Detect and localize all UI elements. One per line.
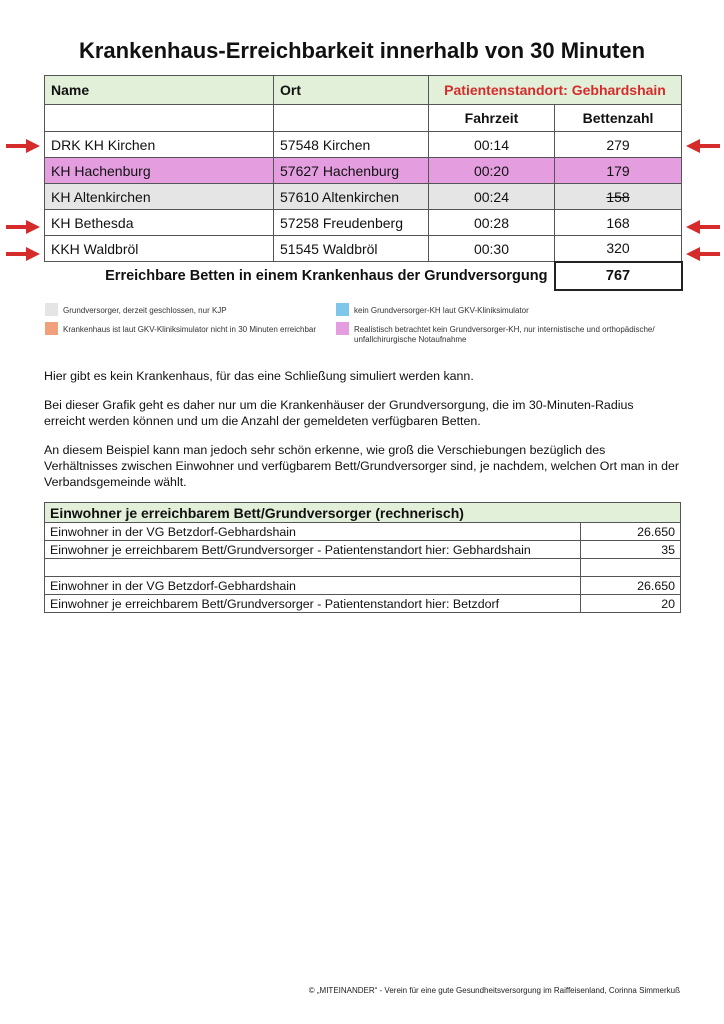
table-header-row <box>45 76 682 105</box>
table-row <box>45 210 682 236</box>
row-value: 26.650 <box>581 523 681 541</box>
inhabitants-header-row <box>45 503 681 523</box>
hospital-name: KH Bethesda <box>45 210 274 236</box>
hospital-name: DRK KH Kirchen <box>45 132 274 158</box>
hospital-betten-struck: 158 <box>606 188 630 205</box>
row-value: 20 <box>581 595 681 613</box>
inhabitants-table <box>44 502 681 613</box>
legend-grey: Grundversorger, derzeit geschlossen, nur KJP <box>63 306 227 315</box>
table-row-empty <box>45 559 681 577</box>
hospital-ort: 57627 Hachenburg <box>274 158 429 184</box>
legend-pink: Realistisch betrachtet kein Grundversorger-KH, nur internistische und orthopädische/ unfallchirurgische Notaufnahme <box>354 325 655 344</box>
row-value: 35 <box>581 541 681 559</box>
legend-orange: Krankenhaus ist laut GKV-Kliniksimulator nicht in 30 Minuten erreichbar <box>63 325 317 334</box>
col-header-fahrzeit: Fahrzeit <box>429 105 555 132</box>
table-row <box>45 523 681 541</box>
table-row <box>45 541 681 559</box>
hospital-fahrzeit: 00:24 <box>429 184 555 210</box>
legend-blue: kein Grundversorger-KH laut GKV-Kliniksimulator <box>354 306 529 315</box>
hospital-betten: 320 <box>555 236 682 262</box>
total-label: Erreichbare Betten in einem Krankenhaus der Grundversorgung <box>105 267 548 284</box>
legend-swatch-orange <box>45 322 58 335</box>
legend-swatch-pink <box>336 322 349 335</box>
footer-copyright: © „MITEINANDER“ - Verein für eine gute Gesundheitsversorgung im Raiffeisenland, Corinna Simmerkuß <box>308 986 680 995</box>
table-row <box>45 184 682 210</box>
paragraph-2: Bei dieser Grafik geht es daher nur um die Krankenhäuser der Grundversorgung, die im 30-Minuten-Radius erreicht werden können und um die Anzahl der gemeldeten verfügbaren Betten. <box>44 398 634 428</box>
total-value: 767 <box>555 262 682 290</box>
row-label: Einwohner in der VG Betzdorf-Gebhardshain <box>45 577 581 595</box>
row-value: 26.650 <box>581 577 681 595</box>
table-row <box>45 577 681 595</box>
hospital-name: KKH Waldbröl <box>45 236 274 262</box>
table-row <box>45 236 682 262</box>
paragraph-3: An diesem Beispiel kann man jedoch sehr schön erkenne, wie groß die Verschiebungen bezüglich des Verhältnisses zwischen Einwohner und verfügbarem Bett/Grundversorger sind, je nachdem, welchen Ort man in der Verbandsgemeinde wählt. <box>44 443 679 489</box>
patient-location-header: Patientenstandort: Gebhardshain <box>429 76 682 105</box>
hospital-betten: 168 <box>555 210 682 236</box>
hospital-betten: 179 <box>555 158 682 184</box>
arrow-right-icon <box>6 139 40 153</box>
hospital-name: KH Hachenburg <box>45 158 274 184</box>
hospital-betten: 279 <box>555 132 682 158</box>
hospital-ort: 57610 Altenkirchen <box>274 184 429 210</box>
table-row <box>45 595 681 613</box>
page-title: Krankenhaus-Erreichbarkeit innerhalb von 30 Minuten <box>78 38 646 63</box>
section-title: Einwohner je erreichbarem Bett/Grundversorger (rechnerisch) <box>45 503 681 523</box>
hospital-fahrzeit: 00:20 <box>429 158 555 184</box>
col-header-name: Name <box>45 76 274 105</box>
hospital-fahrzeit: 00:30 <box>429 236 555 262</box>
hospital-fahrzeit: 00:14 <box>429 132 555 158</box>
total-row <box>45 262 682 290</box>
arrow-right-icon <box>6 220 40 234</box>
hospital-ort: 57258 Freudenberg <box>274 210 429 236</box>
hospital-ort: 51545 Waldbröl <box>274 236 429 262</box>
arrow-left-icon <box>686 220 720 234</box>
table-row <box>45 158 682 184</box>
arrow-left-icon <box>686 139 720 153</box>
row-label: Einwohner je erreichbarem Bett/Grundversorger - Patientenstandort hier: Betzdorf <box>45 595 581 613</box>
row-label: Einwohner in der VG Betzdorf-Gebhardshain <box>45 523 581 541</box>
paragraph-1: Hier gibt es kein Krankenhaus, für das eine Schließung simuliert werden kann. <box>44 369 474 383</box>
hospital-table <box>44 75 683 291</box>
col-header-bettenzahl: Bettenzahl <box>555 105 682 132</box>
legend-swatch-blue <box>336 303 349 316</box>
arrow-left-icon <box>686 247 720 261</box>
arrow-right-icon <box>6 247 40 261</box>
hospital-ort: 57548 Kirchen <box>274 132 429 158</box>
table-subheader-row <box>45 105 682 132</box>
table-row <box>45 132 682 158</box>
col-header-ort: Ort <box>274 76 429 105</box>
legend-swatch-grey <box>45 303 58 316</box>
hospital-name: KH Altenkirchen <box>45 184 274 210</box>
row-label: Einwohner je erreichbarem Bett/Grundversorger - Patientenstandort hier: Gebhardshain <box>45 541 581 559</box>
hospital-fahrzeit: 00:28 <box>429 210 555 236</box>
